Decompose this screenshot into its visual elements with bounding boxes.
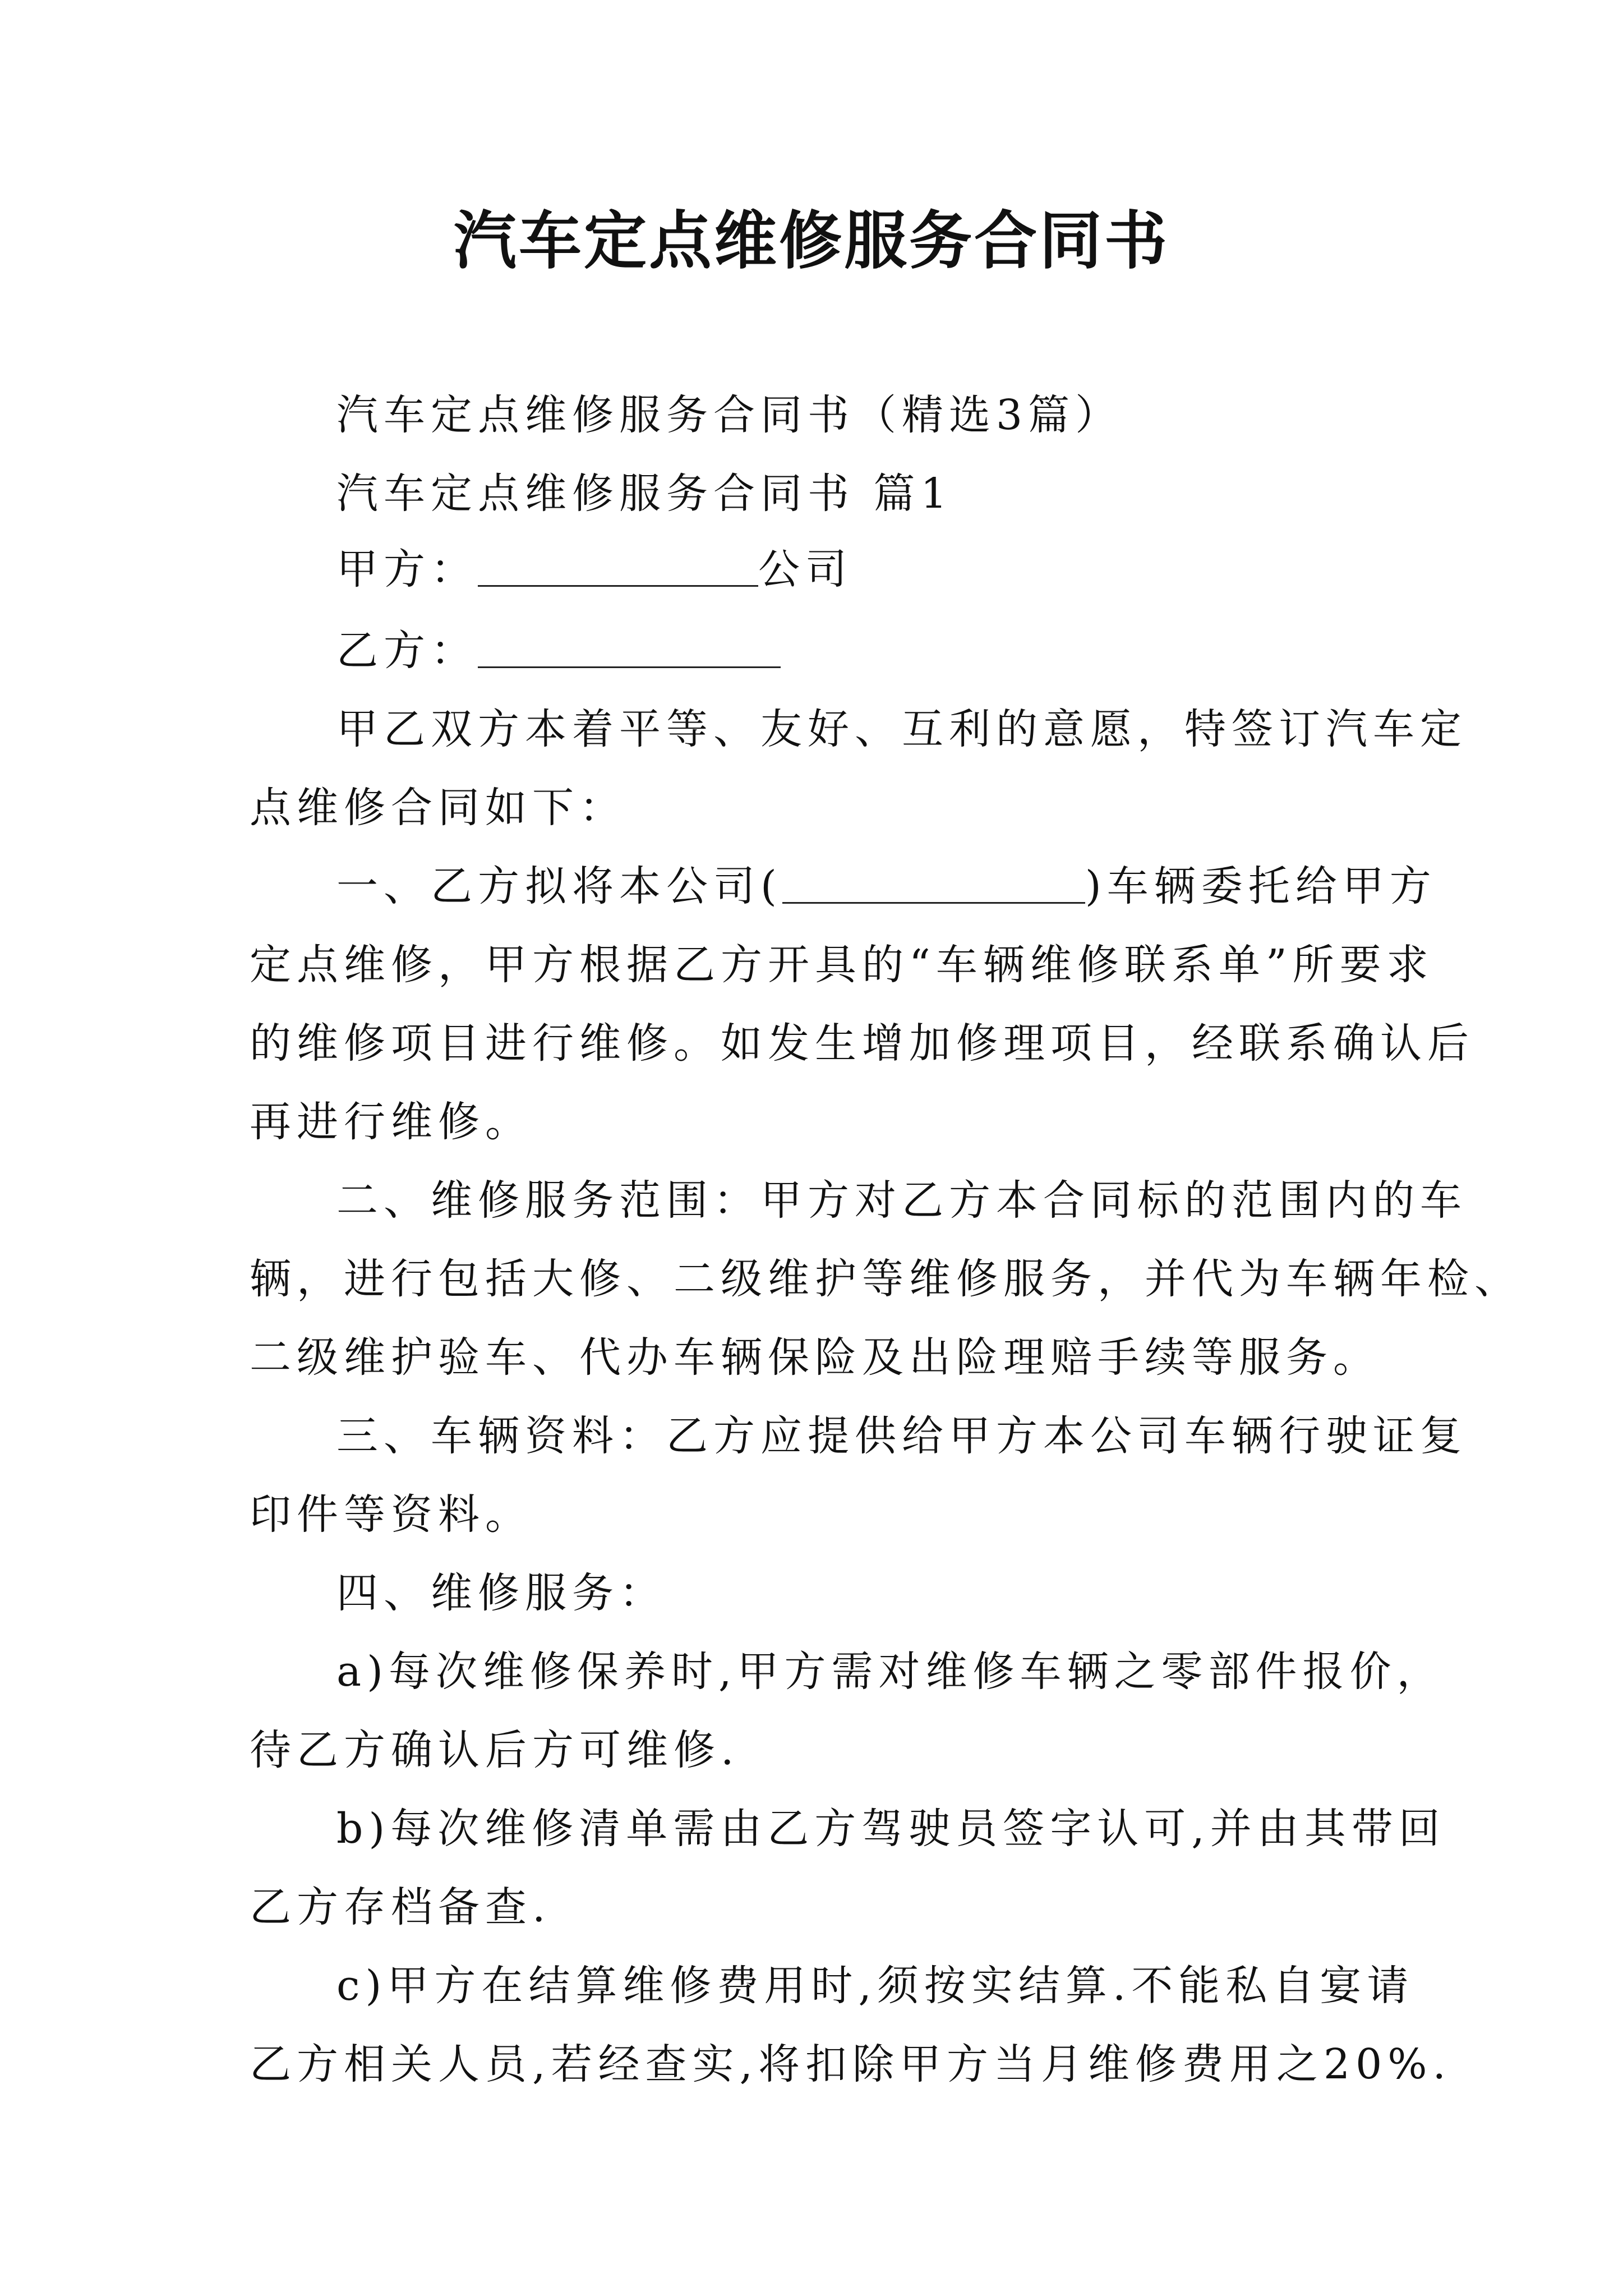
clause-4-c-line-2: 乙方相关人员,若经查实,将扣除甲方当月维修费用之20%. — [250, 2040, 1452, 2088]
clause-1-line-2: 定点维修，甲方根据乙方开具的“车辆维修联系单”所要求 — [250, 941, 1434, 989]
clause-1-blank — [782, 863, 1085, 904]
subtitle-selection: 汽车定点维修服务合同书（精选3篇） — [336, 391, 1123, 439]
subtitle-part-1: 汽车定点维修服务合同书 篇1 — [336, 470, 953, 518]
clause-3-line-1: 三、车辆资料：乙方应提供给甲方本公司车辆行驶证复 — [336, 1412, 1467, 1460]
clause-1-line-1 — [336, 858, 1437, 914]
clause-2-line-3: 二级维护验车、代办车辆保险及出险理赔手续等服务。 — [250, 1333, 1380, 1382]
clause-2-line-2: 辆，进行包括大修、二级维护等维修服务，并代为车辆年检、 — [250, 1255, 1521, 1303]
clause-2-line-1: 二、维修服务范围：甲方对乙方本合同标的范围内的车 — [336, 1176, 1467, 1225]
clause-4-b-line-1: b)每次维修清单需由乙方驾驶员签字认可,并由其带回 — [336, 1805, 1446, 1853]
clause-1-line-3: 的维修项目进行维修。如发生增加修理项目，经联系确认后 — [250, 1019, 1474, 1068]
clause-1-prefix: 一、乙方拟将本公司( — [336, 862, 782, 910]
clause-4-a-line-2: 待乙方确认后方可维修. — [250, 1726, 740, 1774]
party-a-suffix: 公司 — [758, 545, 852, 593]
party-a-line — [336, 541, 852, 597]
party-b-label: 乙方： — [336, 627, 478, 675]
clause-1-line-4: 再进行维修。 — [250, 1098, 532, 1146]
intro-line-1: 甲乙双方本着平等、友好、互利的意愿，特签订汽车定 — [336, 705, 1467, 753]
party-a-label: 甲方： — [336, 545, 478, 593]
party-b-blank — [478, 627, 781, 668]
party-a-blank — [478, 546, 758, 587]
intro-line-2: 点维修合同如下： — [250, 784, 626, 832]
clause-1-suffix: )车辆委托给甲方 — [1085, 862, 1437, 910]
clause-4-a-line-1: a)每次维修保养时,甲方需对维修车辆之零部件报价， — [336, 1648, 1444, 1696]
party-b-line — [336, 623, 781, 679]
clause-4-b-line-2: 乙方存档备查. — [250, 1883, 551, 1931]
clause-4-heading: 四、维修服务： — [336, 1569, 666, 1617]
clause-4-c-line-1: c)甲方在结算维修费用时,须按实结算.不能私自宴请 — [336, 1962, 1414, 2010]
clause-3-line-2: 印件等资料。 — [250, 1490, 532, 1539]
document-title: 汽车定点维修服务合同书 — [454, 204, 1169, 278]
